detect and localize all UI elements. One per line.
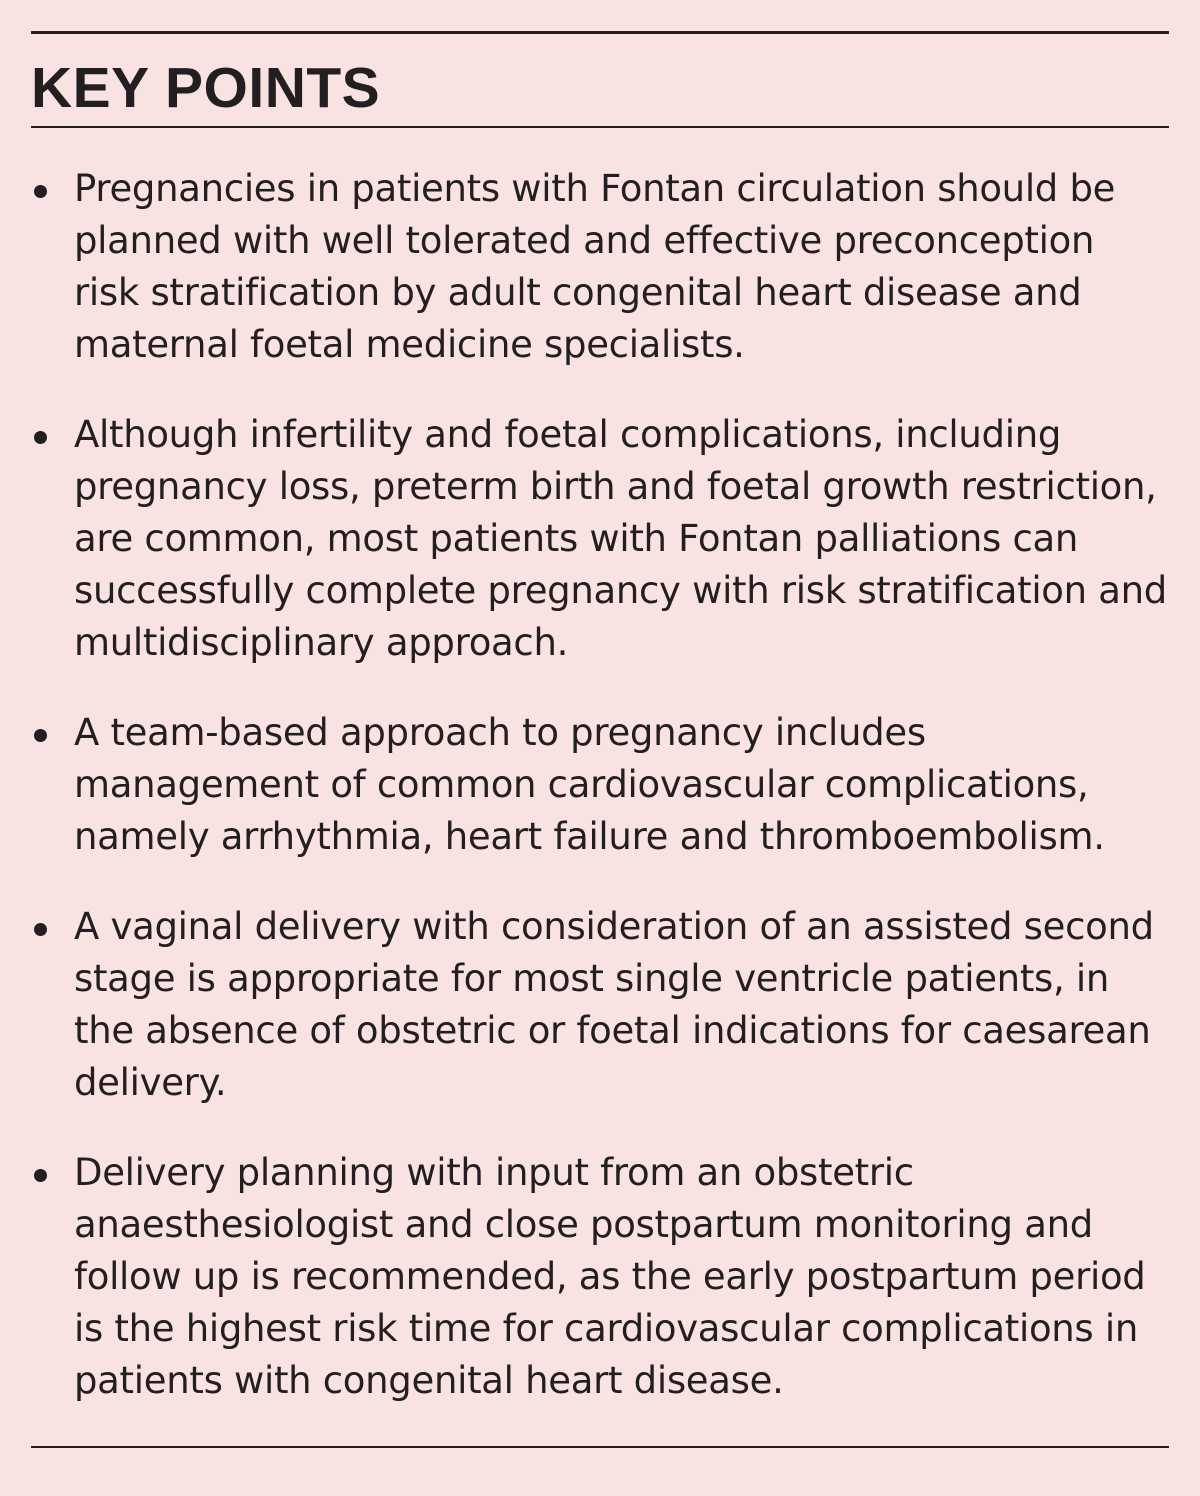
- key-point-text: Delivery planning with input from an obstetric anaesthesiologist and close postpartum monitoring and follow up is recommended, as the early postpartum period is the highest risk time for cardiovascular complications in patients with congenital heart disease.: [74, 1151, 1146, 1402]
- heading-rule: [31, 126, 1169, 128]
- key-point-3: [31, 707, 1169, 863]
- key-points-list: [31, 163, 1169, 1445]
- bottom-rule: [31, 1446, 1169, 1448]
- key-points-heading: KEY POINTS: [31, 56, 381, 120]
- bullet-icon: [34, 1169, 47, 1182]
- bullet-icon: [34, 431, 47, 444]
- key-point-4: [31, 901, 1169, 1109]
- key-point-2: [31, 409, 1169, 669]
- bullet-icon: [34, 185, 47, 198]
- key-point-1: [31, 163, 1169, 371]
- key-point-5: [31, 1147, 1169, 1407]
- bullet-icon: [34, 729, 47, 742]
- key-point-text: A team-based approach to pregnancy includes management of common cardiovascular complications, namely arrhythmia, heart failure and thromboembolism.: [74, 711, 1105, 858]
- key-points-box: [31, 31, 1169, 1402]
- bullet-icon: [34, 923, 47, 936]
- key-point-text: Pregnancies in patients with Fontan circulation should be planned with well tolerated and effective preconception risk stratification by adult congenital heart disease and maternal foetal medicine specialists.: [74, 167, 1116, 366]
- key-point-text: A vaginal delivery with consideration of an assisted second stage is appropriate for most single ventricle patients, in the absence of obstetric or foetal indications for caesarean delivery.: [74, 905, 1154, 1104]
- key-point-text: Although infertility and foetal complications, including pregnancy loss, preterm birth and foetal growth restriction, are common, most patients with Fontan palliations can successfully complete pregnancy with risk stratification and multidisciplinary approach.: [74, 413, 1167, 664]
